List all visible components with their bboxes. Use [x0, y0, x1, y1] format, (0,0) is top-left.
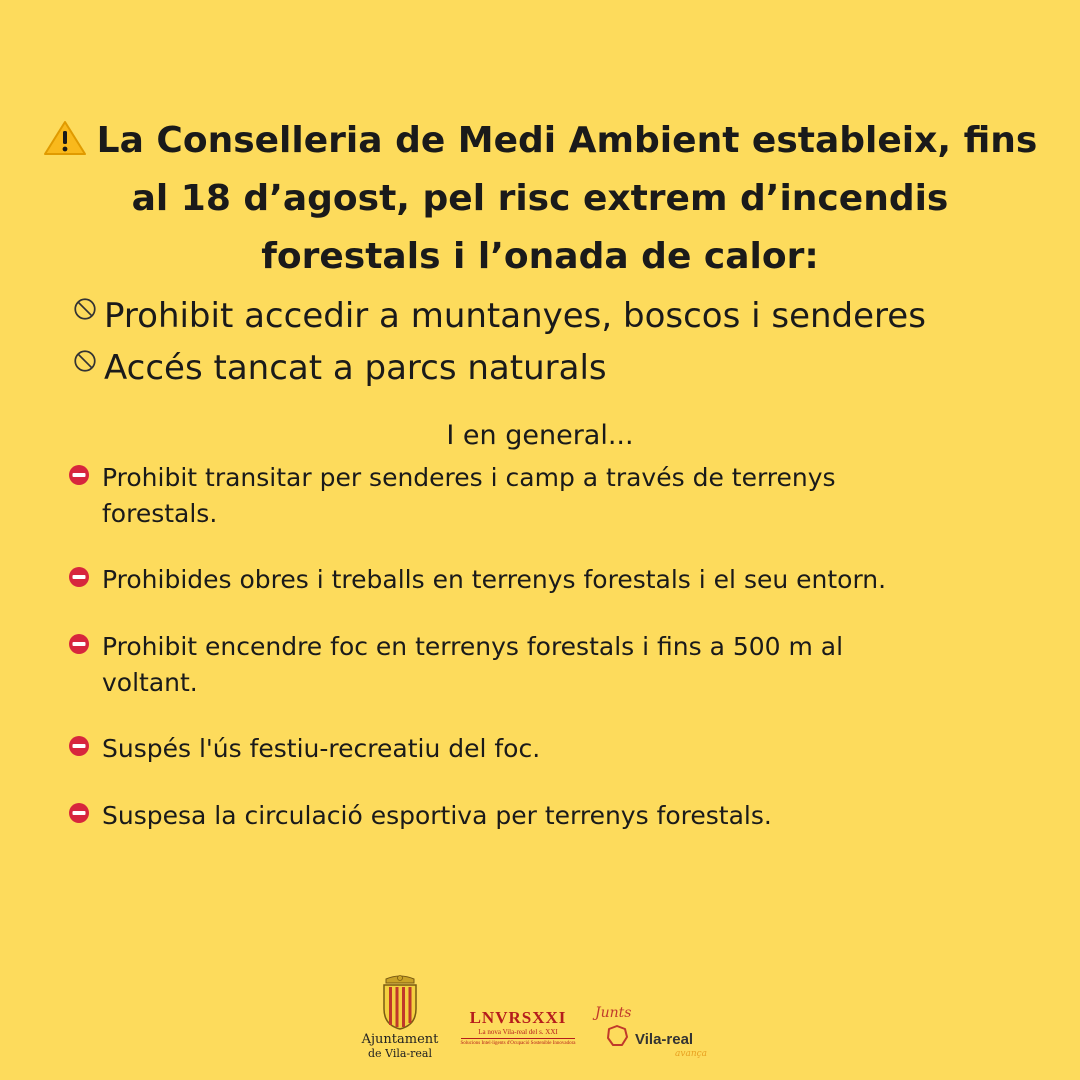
ajuntament-place: de Vila-real — [368, 1047, 432, 1060]
headline — [40, 112, 1040, 286]
prohibition-list — [72, 290, 1052, 394]
junts-vilareal-logo — [595, 1005, 715, 1065]
lnvrs-title: LNVRSXXI — [469, 1008, 567, 1027]
lnvrs-divider — [461, 1038, 575, 1039]
prohibition-text: Accés tancat a parcs naturals — [104, 348, 607, 388]
no-entry-icon — [68, 566, 90, 588]
junts-text: Junts — [595, 1005, 632, 1021]
footer-logos — [350, 975, 730, 1070]
subheading: I en general... — [446, 420, 634, 451]
ajuntament-logo — [350, 975, 450, 1060]
rule-item — [68, 731, 1028, 767]
general-rules-list — [68, 460, 1028, 834]
prohibited-icon — [72, 348, 98, 374]
prohibited-icon — [72, 296, 98, 322]
prohibition-item — [72, 290, 1052, 342]
rule-item — [68, 798, 1028, 834]
no-entry-icon — [68, 735, 90, 757]
rule-item — [68, 562, 1028, 598]
headline-line-2: al 18 d’agost, pel risc extrem d’incendis — [131, 178, 949, 219]
lnvrs-subtitle: La nova Vila-real del s. XXI — [478, 1028, 558, 1036]
no-entry-icon — [68, 464, 90, 486]
rule-item — [68, 460, 1028, 532]
warning-icon — [43, 120, 87, 156]
rule-text: Suspés l'ús festiu-recreatiu del foc. — [102, 734, 541, 763]
ajuntament-name: Ajuntament — [361, 1032, 439, 1047]
rule-text: Suspesa la circulació esportiva per terrenys forestals. — [102, 801, 772, 830]
vilareal-tagline: avança — [675, 1049, 708, 1059]
no-entry-icon — [68, 802, 90, 824]
headline-line-3: forestals i l’onada de calor: — [261, 236, 819, 277]
no-entry-icon — [68, 633, 90, 655]
rule-text: Prohibit encendre foc en terrenys forestals i fins a 500 m al — [102, 632, 844, 661]
prohibition-item — [72, 342, 1052, 394]
coat-of-arms-icon — [378, 975, 422, 1031]
rule-text-cont: forestals. — [102, 499, 218, 528]
prohibition-text: Prohibit accedir a muntanyes, boscos i senderes — [104, 296, 926, 336]
rule-item — [68, 629, 1028, 701]
lnvrsxxi-logo — [453, 1008, 583, 1047]
rule-text-cont: voltant. — [102, 668, 198, 697]
rule-text: Prohibit transitar per senderes i camp a través de terrenys — [102, 463, 836, 492]
rule-text: Prohibides obres i treballs en terrenys forestals i el seu entorn. — [102, 565, 887, 594]
vilareal-text: Vila-real — [635, 1031, 694, 1048]
headline-line-1: La Conselleria de Medi Ambient estableix, fins — [40, 112, 1040, 170]
lnvrs-small: Solucions Intel·ligents d'Ocupació Sostenible Innovadora — [460, 1041, 576, 1046]
map-icon — [605, 1023, 631, 1049]
